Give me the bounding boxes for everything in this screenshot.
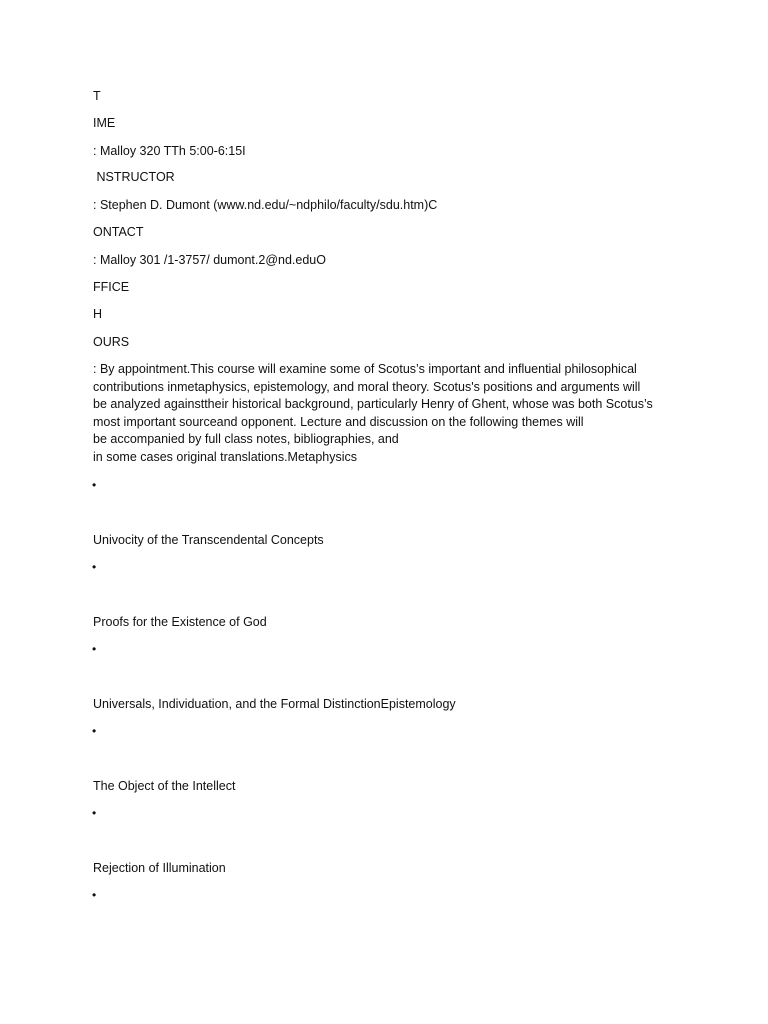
header-line-time: : Malloy 320 TTh 5:00-6:15I [93, 144, 246, 158]
bullet-marker: • [92, 806, 97, 820]
topic-item: The Object of the Intellect [93, 779, 236, 793]
description-line: contributions inmetaphysics, epistemology, and moral theory. Scotus's positions and arguments will [93, 379, 641, 394]
header-line-ours: OURS [93, 335, 130, 349]
topic-item: Universals, Individuation, and the Formal DistinctionEpistemology [93, 697, 456, 711]
header-line-ime: IME [93, 116, 116, 130]
bullet-marker: • [92, 478, 97, 492]
description-line: most important sourceand opponent. Lecture and discussion on the following themes will [93, 414, 584, 429]
header-line-instructor: : Stephen D. Dumont (www.nd.edu/~ndphilo/faculty/sdu.htm)C [93, 198, 438, 212]
description-line: be analyzed againsttheir historical background, particularly Henry of Ghent, whose was both Scotus’s [93, 397, 653, 411]
header-line-t: T [93, 89, 101, 103]
description-line: : By appointment.This course will examine some of Scotus’s important and influential philosophical [93, 362, 637, 376]
description-line: be accompanied by full class notes, bibliographies, and [93, 432, 399, 446]
header-line-ffice: FFICE [93, 280, 130, 294]
header-line-ontact: ONTACT [93, 225, 144, 239]
description-line: in some cases original translations.Metaphysics [93, 449, 358, 464]
topic-item: Rejection of Illumination [93, 861, 226, 875]
header-line-contact: : Malloy 301 /1-3757/ dumont.2@nd.eduO [93, 253, 326, 267]
course-description [93, 361, 683, 466]
bullet-marker: • [92, 560, 97, 574]
bullet-marker: • [92, 888, 97, 902]
bullet-marker: • [92, 642, 97, 656]
header-line-nstructor: NSTRUCTOR [93, 170, 175, 184]
topic-item: Proofs for the Existence of God [93, 615, 267, 629]
header-line-h: H [93, 307, 103, 321]
bullet-marker: • [92, 724, 97, 738]
topic-item: Univocity of the Transcendental Concepts [93, 533, 324, 547]
